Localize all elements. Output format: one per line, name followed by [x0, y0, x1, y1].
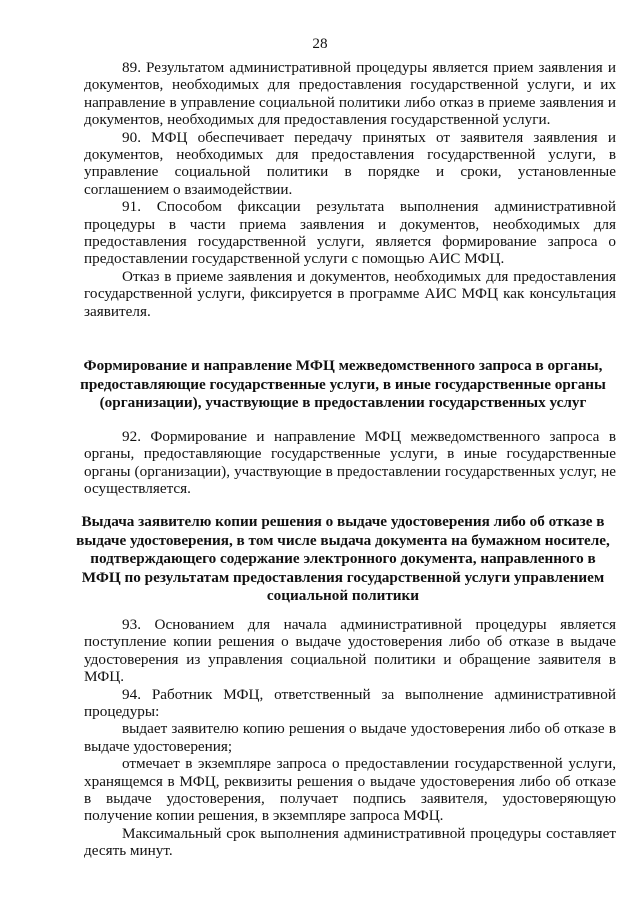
page-number: 28 [312, 35, 328, 52]
paragraphs-92 [84, 428, 616, 498]
paragraph-max-time: Максимальный срок выполнения административной процедуры составляет десять минут. [84, 824, 616, 860]
paragraph-89: 89. Результатом административной процедуры является прием заявления и документов, необходимых для предоставления государственной услуги, и их направление в управление социальной политики либо отказ в приеме заявления и документов, необходимых для предоставления государственной услуги. [84, 59, 616, 129]
paragraphs-93-94 [84, 616, 616, 860]
paragraph-91: 91. Способом фиксации результата выполнения административной процедуры в части приема заявления и документов, необходимых для предоставления государственной услуги, является формирование запроса о предоставлении государственной услуги с помощью АИС МФЦ. [84, 198, 616, 268]
paragraph-94-item-2: отмечает в экземпляре запроса о предоставлении государственной услуги, хранящемся в МФЦ, реквизиты решения о выдаче удостоверения либо об отказе в выдаче удостоверения, получает подпись заявителя, удостоверяющую получение копии решения, в экземпляре запроса МФЦ. [84, 755, 616, 825]
paragraph-93: 93. Основанием для начала административной процедуры является поступление копии решения о выдаче удостоверения либо об отказе в выдаче удостоверения из управления социальной политики и обращение заявителя в МФЦ. [84, 616, 616, 686]
section-heading-interagency-request: Формирование и направление МФЦ межведомственного запроса в органы, предоставляющие государственные услуги, в иные государственные органы (организации), участвующие в предоставлении государственных услуг [80, 357, 606, 412]
paragraphs-89-91 [84, 59, 616, 320]
paragraph-92: 92. Формирование и направление МФЦ межведомственного запроса в органы, предоставляющие государственные услуги, в иные государственные органы (организации), участвующие в предоставлении государственных услуг, не осуществляется. [84, 428, 616, 498]
paragraph-94-item-1: выдает заявителю копию решения о выдаче удостоверения либо об отказе в выдаче удостоверения; [84, 720, 616, 755]
paragraph-refusal: Отказ в приеме заявления и документов, необходимых для предоставления государственной услуги, фиксируется в программе АИС МФЦ как консультация заявителя. [84, 267, 616, 320]
section-heading-issuance: Выдача заявителю копии решения о выдаче удостоверения либо об отказе в выдаче удостоверения, в том числе выдача документа на бумажном носителе, подтверждающего содержание электронного документа, направленного в МФЦ по результатам предоставления государственной услуги управлением социальной политики [76, 513, 610, 605]
paragraph-90: 90. МФЦ обеспечивает передачу принятых от заявителя заявления и документов, необходимых для предоставления государственной услуги, в управление социальной политики в порядке и сроки, установленные соглашением о взаимодействии. [84, 128, 616, 198]
paragraph-94: 94. Работник МФЦ, ответственный за выполнение административной процедуры: [84, 685, 616, 721]
